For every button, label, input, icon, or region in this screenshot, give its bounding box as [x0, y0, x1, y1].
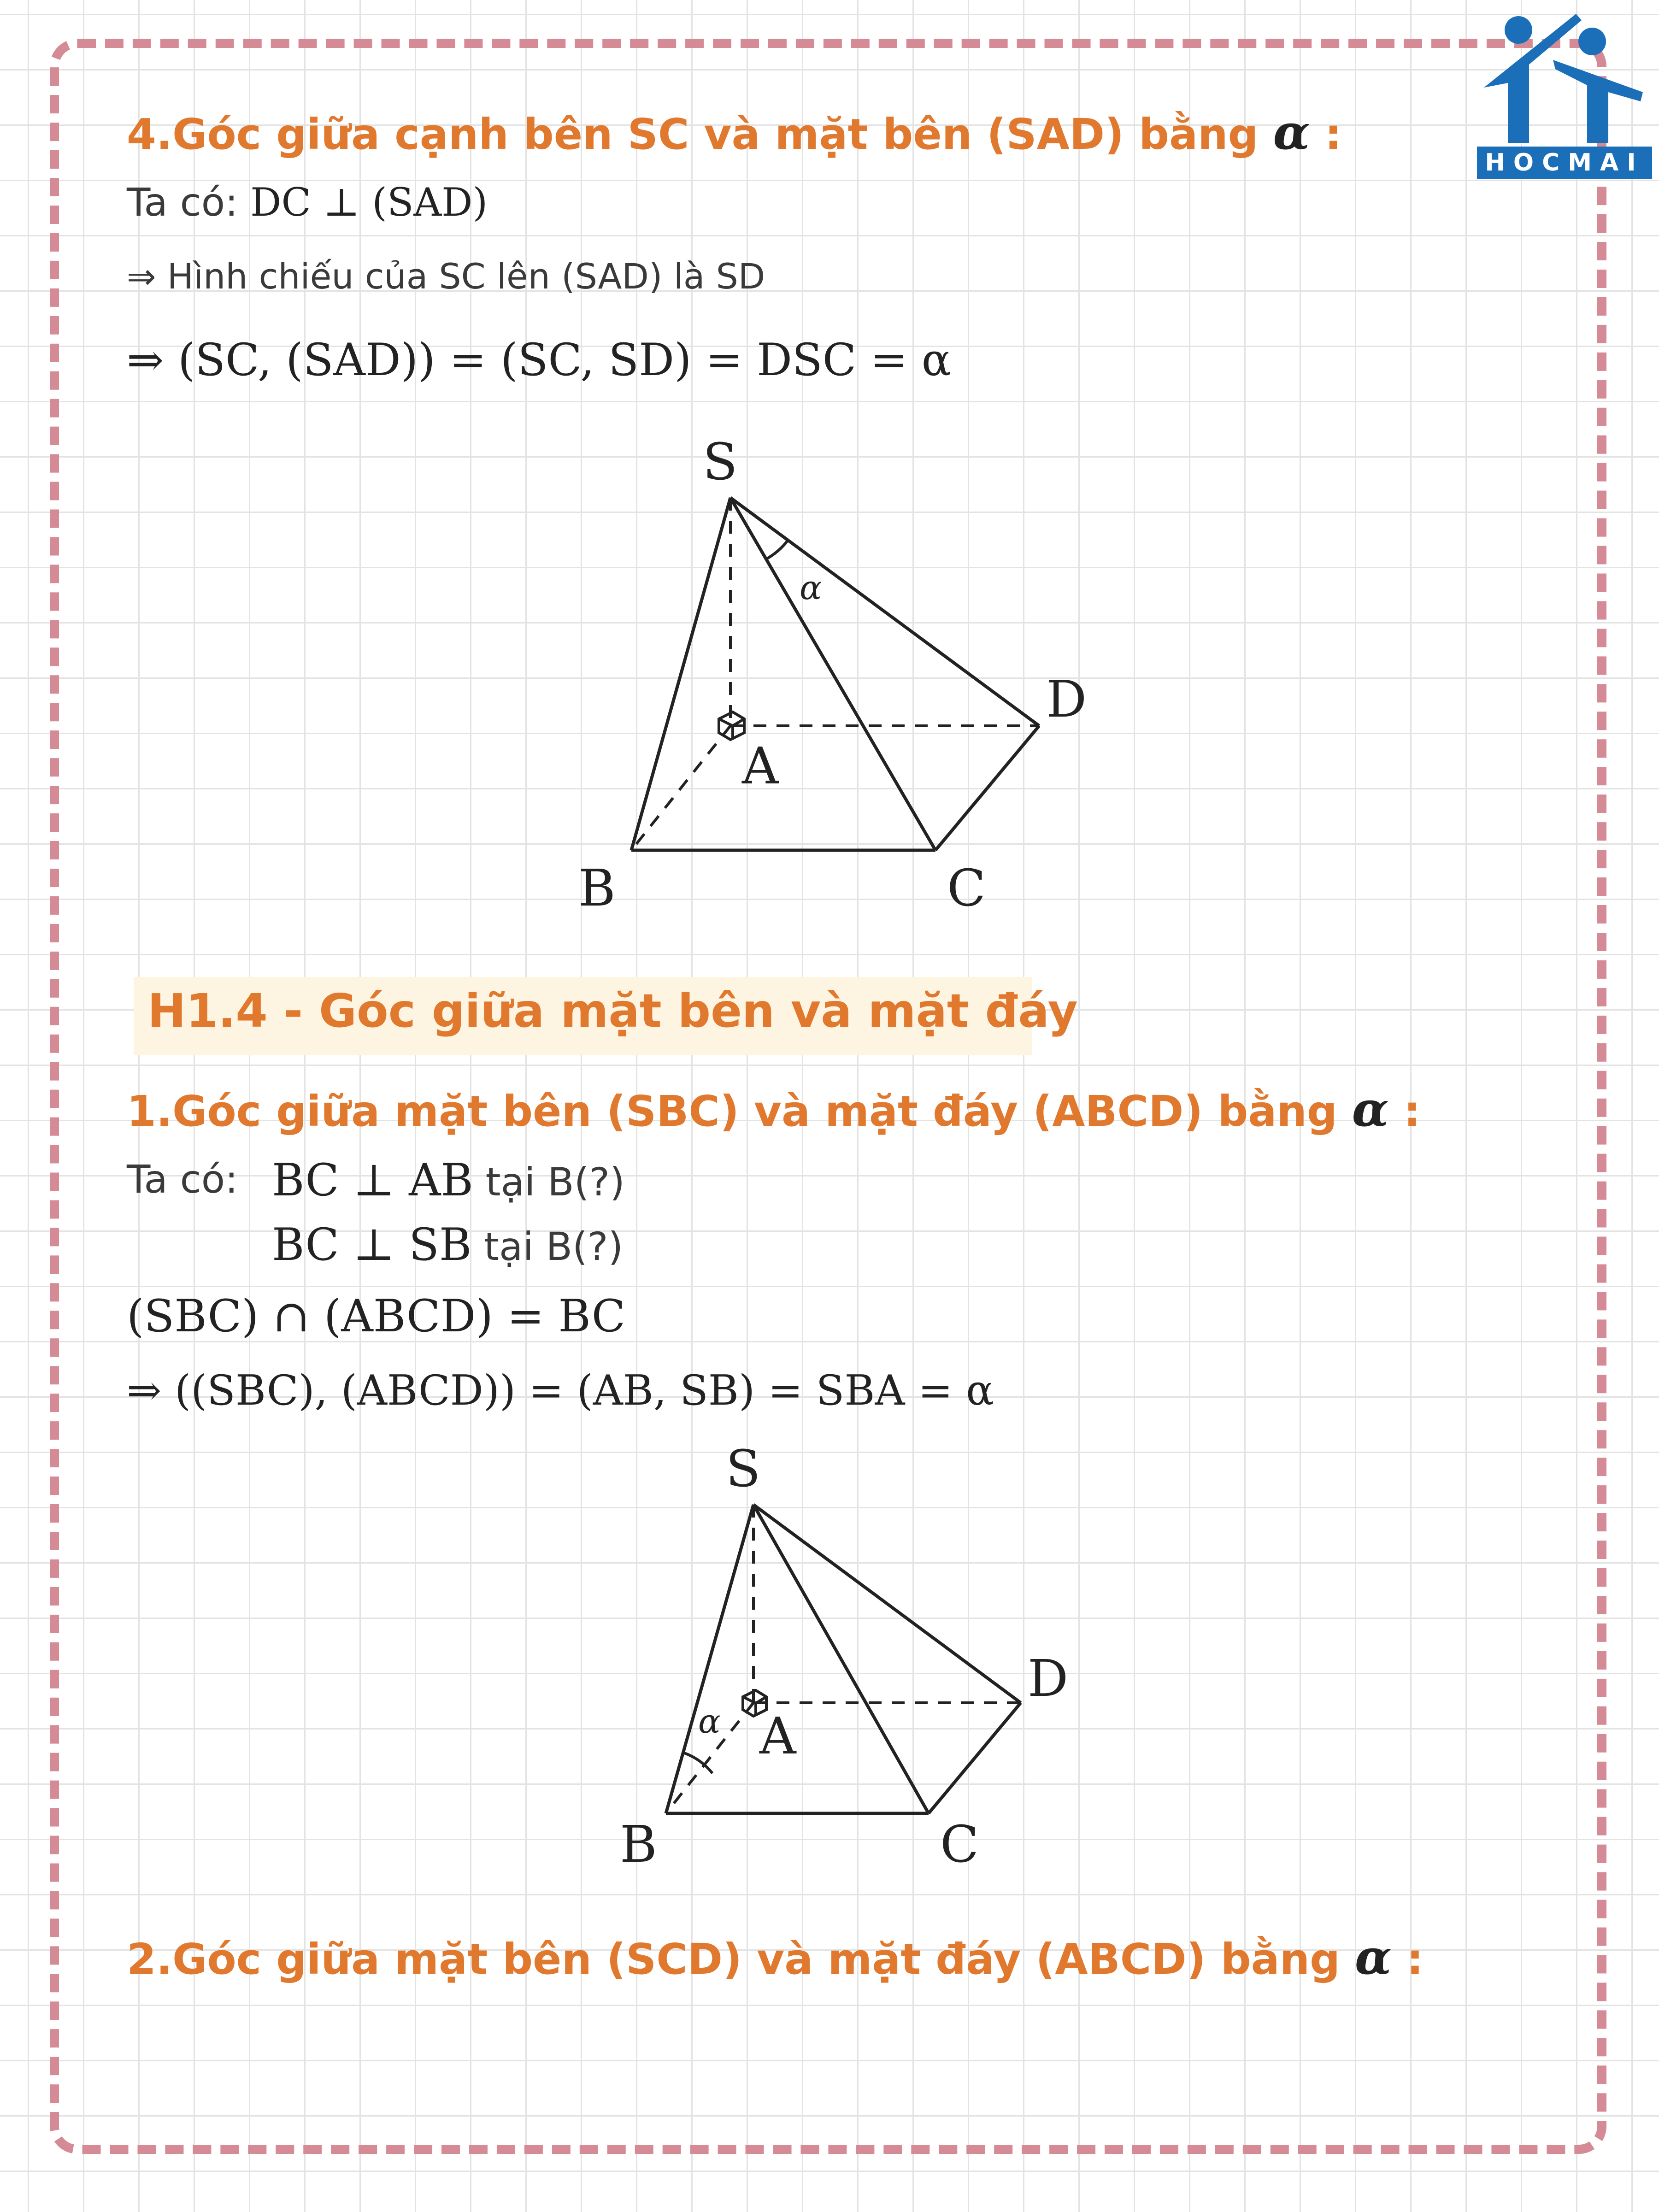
angle-alpha-label: α [800, 568, 822, 607]
section4-projection: ⇒ Hình chiếu của SC lên (SAD) là SD [127, 256, 765, 297]
section1-intersection: (SBC) ∩ (ABCD) = BC [127, 1290, 626, 1342]
logo-text: HOCMAI [1477, 147, 1652, 179]
line1-math: BC ⊥ AB [272, 1154, 473, 1206]
given-label: Ta có: [127, 180, 238, 225]
line2-math: BC ⊥ SB [272, 1219, 472, 1271]
section2-heading-text: 2.Góc giữa mặt bên (SCD) và mặt đáy (ABCD) bằng [127, 1935, 1341, 1984]
vertex-C-label: C [947, 859, 986, 918]
line1-text: tại B(?) [485, 1159, 625, 1205]
heading-colon: : [1324, 110, 1342, 159]
vertex-S-label: S [726, 1439, 761, 1498]
edge-SC [753, 1505, 929, 1813]
section2-heading [127, 1929, 1424, 1985]
angle-arc [683, 1753, 712, 1773]
vertex-B-label: B [620, 1815, 657, 1874]
alpha-symbol: α [1273, 104, 1310, 160]
vertex-C-label: C [940, 1815, 979, 1874]
section1-given-label: Ta có: [127, 1157, 238, 1202]
angle-alpha-label: α [698, 1702, 721, 1741]
section4-heading-text: 4.Góc giữa cạnh bên SC và mặt bên (SAD) bằng [127, 110, 1259, 159]
heading-colon: : [1406, 1935, 1424, 1984]
edge-SB [666, 1505, 753, 1813]
vertex-B-label: B [578, 859, 616, 918]
alpha-symbol: α [1352, 1081, 1389, 1137]
vertex-A-label: A [742, 736, 779, 795]
line2-text: tại B(?) [484, 1224, 624, 1269]
edge-SD [753, 1505, 1021, 1703]
vertex-D-label: D [1046, 670, 1087, 729]
alpha-symbol: α [1355, 1929, 1392, 1985]
h14-title: H1.4 - Góc giữa mặt bên và mặt đáy [147, 984, 1078, 1038]
vertex-A-label: A [759, 1706, 796, 1765]
edge-CD [929, 1703, 1021, 1813]
vertex-S-label: S [703, 432, 738, 491]
section1-result: ⇒ ((SBC), (ABCD)) = (AB, SB) = SBA = α [127, 1366, 994, 1415]
section4-result: ⇒ (SC, (SAD)) = (SC, SD) = DSC = α [127, 334, 952, 386]
vertex-D-label: D [1028, 1649, 1069, 1708]
section1-heading-text: 1.Góc giữa mặt bên (SBC) và mặt đáy (ABCD) bằng [127, 1087, 1337, 1136]
given-math: DC ⊥ (SAD) [250, 180, 488, 225]
heading-colon: : [1403, 1087, 1421, 1136]
